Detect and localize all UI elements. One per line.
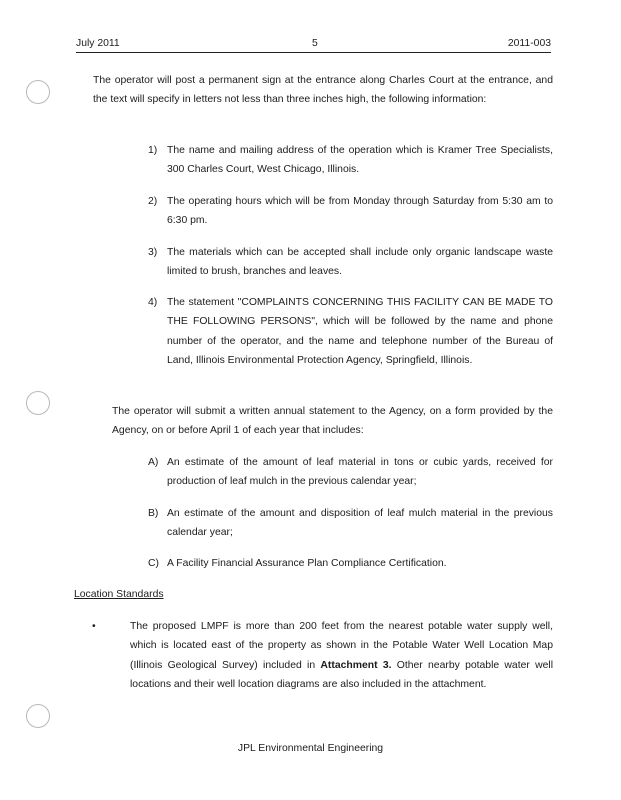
list-item: The statement "COMPLAINTS CONCERNING THIS FACILITY CAN BE MADE TO THE FOLLOWING PERSONS", which will be followed by the name and phone number of the operator, and the name and telephone number of the Bureau of Land, Illinois Environmental Protection Agency, Springfield, Illinois. <box>167 297 553 367</box>
bullet: • <box>92 621 96 632</box>
list-marker: B) <box>148 508 159 519</box>
intro-paragraph: The operator will post a permanent sign at the entrance along Charles Court at the entrance, and the text will specify in letters not less than three inches high, the following information: <box>93 75 553 106</box>
list-item: The operating hours which will be from Monday through Saturday from 5:30 am to 6:30 pm. <box>167 196 553 227</box>
punch-hole <box>26 80 50 104</box>
list-marker: A) <box>148 457 159 468</box>
list-marker: 1) <box>148 145 158 156</box>
attachment-reference: Attachment 3. <box>320 659 392 671</box>
location-text: The proposed LMPF is more than 200 feet from the nearest potable water supply well, which is located east of the property as shown in the Potable Water Well Location Map (Illinois Geological Survey) included in <box>130 621 553 671</box>
header-date: July 2011 <box>76 38 120 49</box>
header-page-number: 5 <box>312 38 318 49</box>
punch-hole <box>26 391 50 415</box>
list-marker: 4) <box>148 297 158 308</box>
header-rule <box>76 52 551 53</box>
header-reference: 2011-003 <box>507 38 551 49</box>
location-paragraph <box>130 617 553 695</box>
annual-statement-paragraph: The operator will submit a written annual statement to the Agency, on a form provided by the Agency, on or before April 1 of each year that includes: <box>112 406 553 437</box>
location-text: Other nearby potable water well locations and their well location diagrams are also included in the attachment. <box>130 659 554 691</box>
list-marker: 3) <box>148 247 158 258</box>
punch-hole <box>26 704 50 728</box>
list-item: The name and mailing address of the operation which is Kramer Tree Specialists, 300 Charles Court, West Chicago, Illinois. <box>167 145 553 176</box>
list-marker: 2) <box>148 196 158 207</box>
list-marker: C) <box>148 558 159 569</box>
page-footer: JPL Environmental Engineering <box>237 743 384 754</box>
list-item: A Facility Financial Assurance Plan Compliance Certification. <box>167 558 447 569</box>
section-heading: Location Standards <box>74 589 164 600</box>
list-item: An estimate of the amount and disposition of leaf mulch material in the previous calendar year; <box>167 508 553 539</box>
list-item: The materials which can be accepted shall include only organic landscape waste limited to brush, branches and leaves. <box>167 247 553 278</box>
list-item: An estimate of the amount of leaf material in tons or cubic yards, received for production of leaf mulch in the previous calendar year; <box>167 457 553 488</box>
